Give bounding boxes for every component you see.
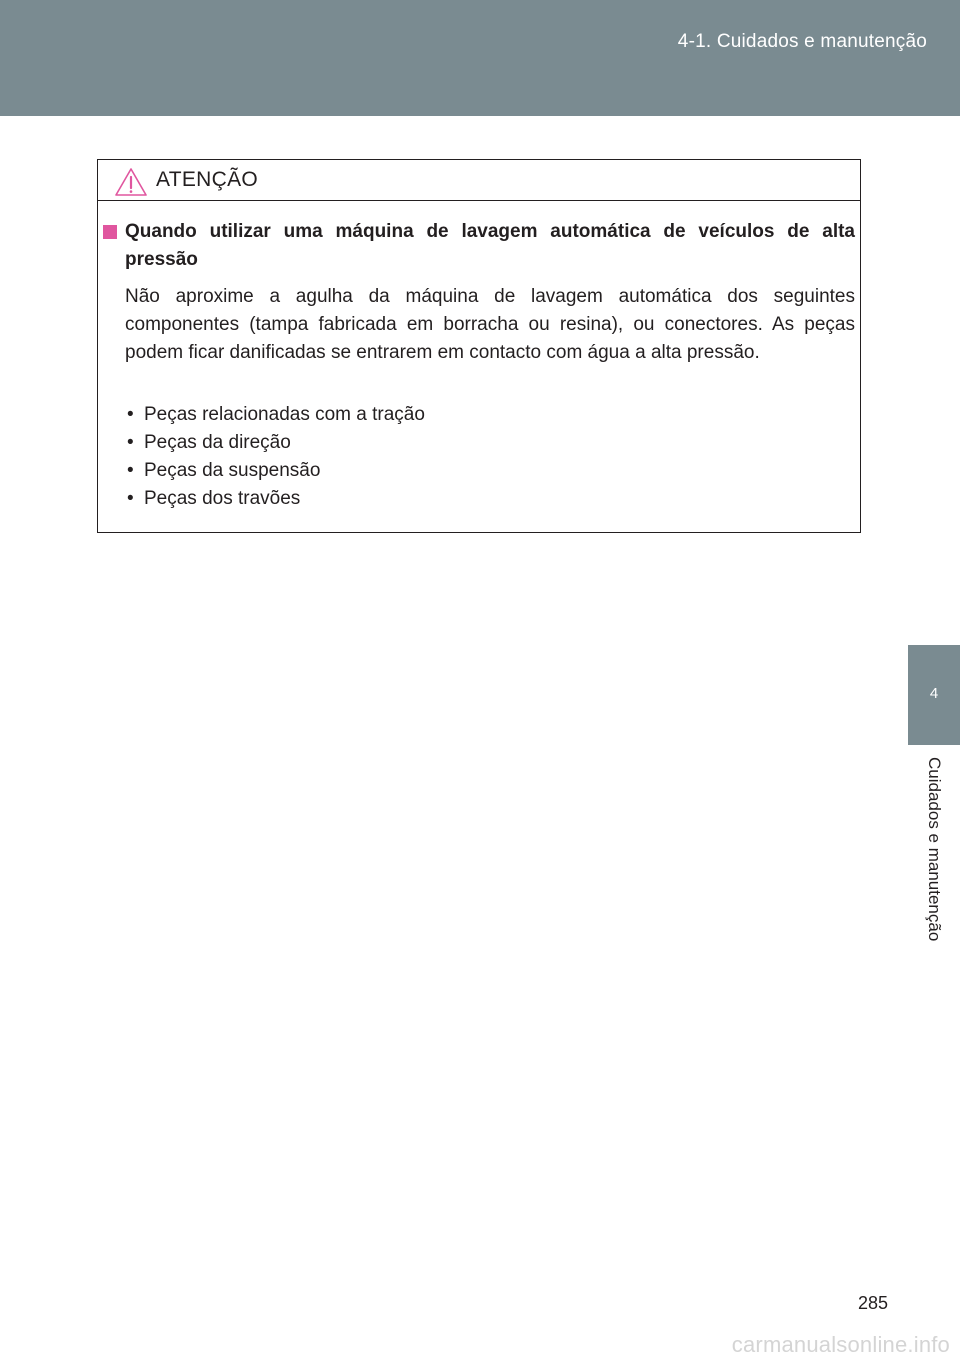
warning-header	[98, 160, 860, 201]
component-list	[125, 401, 425, 513]
warning-body-text: Não aproxime a agulha da máquina de lavagem automática dos seguintes componentes (tampa fabricada em borracha ou resina), ou conectores. As peças podem ficar danificadas se entrarem em contacto com água a alta pressão.	[125, 286, 855, 363]
chapter-label: Cuidados e manutenção	[925, 757, 944, 942]
chapter-number: 4	[929, 685, 939, 702]
list-item-text: Peças relacionadas com a tração	[144, 404, 425, 425]
list-item: • Peças relacionadas com a tração	[127, 404, 425, 425]
warning-title: ATENÇÃO	[156, 168, 259, 191]
header-band	[0, 0, 960, 116]
chapter-tab-label-area	[908, 745, 960, 1000]
chapter-tab[interactable]	[908, 645, 960, 745]
page-number: 285	[857, 1293, 888, 1313]
list-item: • Peças da suspensão	[127, 460, 321, 481]
list-item: • Peças da direção	[127, 432, 291, 453]
list-item: • Peças dos travões	[127, 488, 301, 509]
watermark: carmanualsonline.info	[731, 1332, 950, 1357]
section-marker	[103, 225, 117, 239]
warning-triangle-icon	[114, 167, 148, 197]
warning-box	[97, 159, 861, 533]
list-item-text: Peças da suspensão	[144, 460, 321, 481]
list-item-text: Peças da direção	[144, 432, 291, 453]
section-heading: Quando utilizar uma máquina de lavagem automática de veículos de alta pressão	[125, 221, 855, 270]
list-item-text: Peças dos travões	[144, 488, 301, 509]
section-title: 4-1. Cuidados e manutenção	[677, 31, 927, 52]
